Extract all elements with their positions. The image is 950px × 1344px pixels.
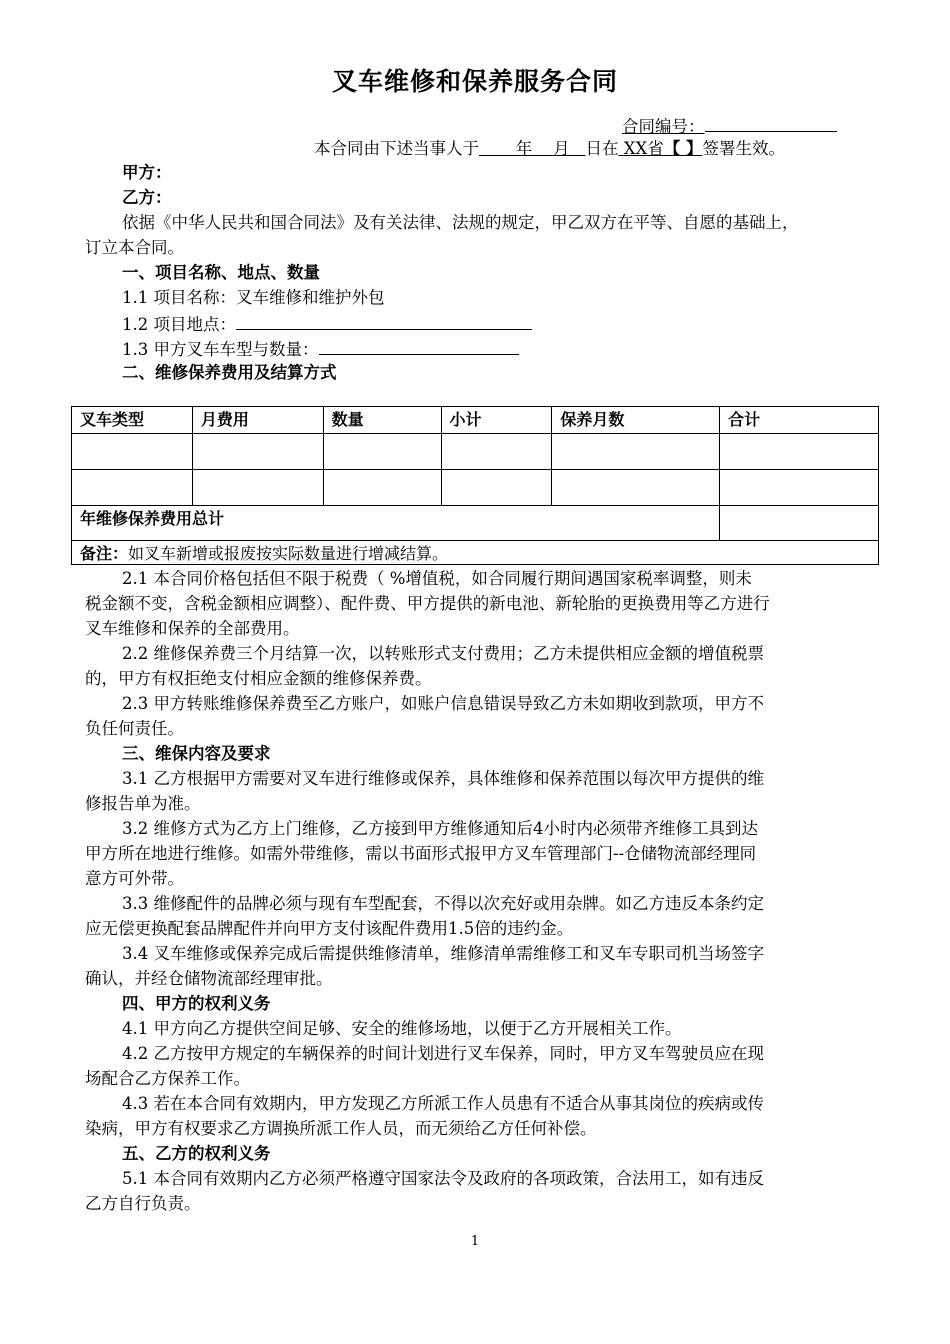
signing-statement: 本合同由下述当事人于 年 月 日在 XX省【 】签署生效。	[314, 139, 785, 158]
clause-3-3-line-1: 3.3 维修配件的品牌必须与现有车型配套，不得以次充好或用杂牌。如乙方违反本条约定	[122, 894, 764, 913]
table-cell[interactable]	[552, 470, 720, 506]
section-2-title: 二、维修保养费用及结算方式	[122, 363, 337, 382]
intro-line-1: 依据《中华人民共和国合同法》及有关法律、法规的规定，甲乙双方在平等、自愿的基础上，	[122, 213, 799, 232]
document-title: 叉车维修和保养服务合同	[331, 67, 618, 96]
forklift-model-quantity-blank	[319, 336, 519, 355]
section-5-title: 五、乙方的权利义务	[122, 1144, 271, 1163]
clause-2-2-line-1: 2.2 维修保养费三个月结算一次，以转账形式支付费用；乙方未提供相应金额的增值税票	[122, 644, 764, 663]
table-cell[interactable]	[441, 470, 552, 506]
table-cell[interactable]	[323, 434, 441, 470]
table-cell[interactable]	[720, 434, 879, 470]
section-3-title: 三、维保内容及要求	[122, 744, 271, 763]
table-cell[interactable]	[192, 434, 323, 470]
clause-4-2-line-2: 场配合乙方保养工作。	[85, 1069, 250, 1088]
contract-number-blank	[705, 113, 837, 132]
table-cell[interactable]	[72, 434, 193, 470]
header-subtotal: 小计	[441, 407, 552, 434]
clause-2-2-line-2: 的，甲方有权拒绝支付相应金额的维修保养费。	[85, 669, 432, 688]
annual-total-value[interactable]	[720, 506, 879, 541]
table-cell[interactable]	[720, 470, 879, 506]
header-monthly-fee: 月费用	[192, 407, 323, 434]
item-1-2: 1.2 项目地点：	[122, 311, 532, 337]
clause-4-1: 4.1 甲方向乙方提供空间足够、安全的维修场地，以便于乙方开展相关工作。	[122, 1019, 682, 1038]
clause-3-2-line-3: 意方可外带。	[85, 869, 184, 888]
table-cell[interactable]	[192, 470, 323, 506]
table-cell[interactable]	[72, 470, 193, 506]
clause-4-3-line-1: 4.3 若在本合同有效期内，甲方发现乙方所派工作人员患有不适合从事其岗位的疾病或传	[122, 1094, 764, 1113]
item-1-1: 1.1 项目名称：叉车维修和维护外包	[122, 288, 385, 307]
fee-table-header	[72, 407, 879, 434]
party-a-label: 甲方：	[122, 163, 172, 182]
clause-2-3-line-2: 负任何责任。	[85, 719, 184, 738]
table-row	[72, 470, 879, 506]
table-cell[interactable]	[323, 470, 441, 506]
section-4-title: 四、甲方的权利义务	[122, 994, 271, 1013]
intro-line-2: 订立本合同。	[85, 238, 184, 257]
clause-3-1-line-2: 修报告单为准。	[85, 794, 201, 813]
contract-number: 合同编号：	[622, 113, 837, 139]
header-maintenance-months: 保养月数	[552, 407, 720, 434]
clause-4-2-line-1: 4.2 乙方按甲方规定的车辆保养的时间计划进行叉车保养，同时，甲方叉车驾驶员应在现	[122, 1044, 764, 1063]
note-row	[72, 541, 879, 565]
clause-2-3-line-1: 2.3 甲方转账维修保养费至乙方账户，如账户信息错误导致乙方未如期收到款项，甲方不	[122, 694, 764, 713]
table-row	[72, 434, 879, 470]
section-1-title: 一、项目名称、地点、数量	[122, 263, 320, 282]
clause-3-2-line-2: 甲方所在地进行维修。如需外带维修，需以书面形式报甲方叉车管理部门--仓储物流部经理同	[85, 844, 757, 863]
clause-3-3-line-2: 应无偿更换配套品牌配件并向甲方支付该配件费用1.5倍的违约金。	[85, 919, 574, 938]
annual-total-row	[72, 506, 879, 541]
party-b-label: 乙方：	[122, 188, 172, 207]
item-1-3: 1.3 甲方叉车车型与数量：	[122, 336, 519, 362]
clause-3-4-line-1: 3.4 叉车维修或保养完成后需提供维修清单，维修清单需维修工和叉车专职司机当场签字	[122, 944, 764, 963]
clause-3-2-line-1: 3.2 维修方式为乙方上门维修，乙方接到甲方维修通知后4小时内必须带齐维修工具到达	[122, 819, 758, 838]
fee-table	[71, 406, 879, 565]
clause-5-1-line-1: 5.1 本合同有效期内乙方必须严格遵守国家法令及政府的各项政策，合法用工，如有违反	[122, 1169, 764, 1188]
annual-total-label: 年维修保养费用总计	[72, 506, 720, 541]
table-cell[interactable]	[552, 434, 720, 470]
clause-4-3-line-2: 染病，甲方有权要求乙方调换所派工作人员，而无须给乙方任何补偿。	[85, 1119, 597, 1138]
header-quantity: 数量	[323, 407, 441, 434]
clause-5-1-line-2: 乙方自行负责。	[85, 1194, 201, 1213]
header-forklift-type: 叉车类型	[72, 407, 193, 434]
page-number: 1	[470, 1234, 480, 1249]
clause-3-1-line-1: 3.1 乙方根据甲方需要对叉车进行维修或保养，具体维修和保养范围以每次甲方提供的维	[122, 769, 764, 788]
note-cell: 备注：如叉车新增或报废按实际数量进行增减结算。	[72, 541, 879, 565]
project-location-blank	[236, 311, 532, 330]
clause-3-4-line-2: 确认，并经仓储物流部经理审批。	[85, 969, 333, 988]
clause-2-1-line-3: 叉车维修和保养的全部费用。	[85, 619, 300, 638]
table-cell[interactable]	[441, 434, 552, 470]
header-total: 合计	[720, 407, 879, 434]
clause-2-1-line-1: 2.1 本合同价格包括但不限于税费（ %增值税，如合同履行期间遇国家税率调整，则未	[122, 569, 752, 588]
clause-2-1-line-2: 税金额不变，含税金额相应调整）、配件费、甲方提供的新电池、新轮胎的更换费用等乙方进行	[85, 594, 770, 613]
